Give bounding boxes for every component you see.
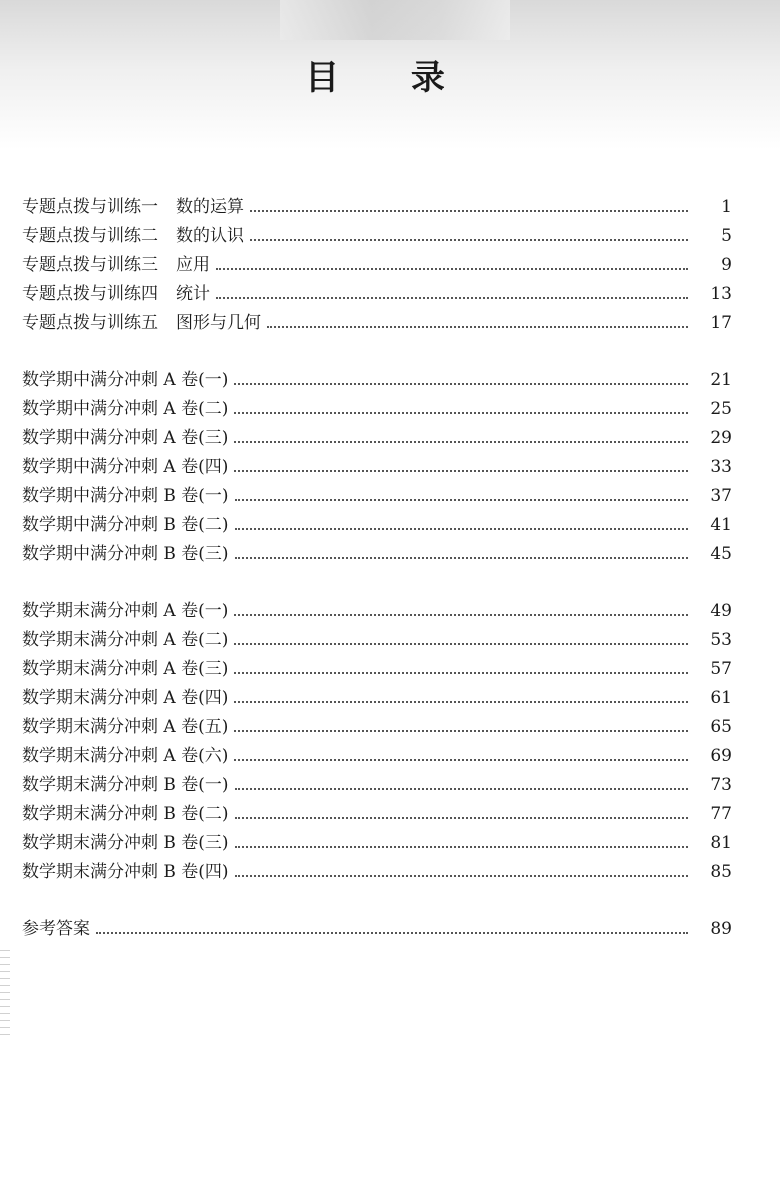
table-of-contents bbox=[22, 193, 732, 944]
toc-page-number: 29 bbox=[710, 428, 732, 448]
toc-page-number: 53 bbox=[710, 630, 732, 650]
toc-entry-subtitle: 图形与几何 bbox=[176, 313, 261, 333]
toc-entry-label: 数学期末满分冲刺 B 卷(四) bbox=[22, 862, 229, 882]
toc-entry-subtitle: 数的运算 bbox=[176, 197, 244, 217]
toc-entry[interactable] bbox=[22, 511, 732, 540]
toc-entry-subtitle: 数的认识 bbox=[176, 226, 244, 246]
toc-entry[interactable] bbox=[22, 742, 732, 771]
toc-entry-label: 数学期末满分冲刺 A 卷(三) bbox=[22, 659, 229, 679]
toc-leader-dots bbox=[96, 932, 688, 934]
toc-leader-dots bbox=[234, 383, 688, 385]
toc-leader-dots bbox=[235, 499, 688, 501]
toc-entry-label: 专题点拨与训练二 数的认识 bbox=[22, 226, 244, 246]
toc-entry-label: 数学期末满分冲刺 A 卷(五) bbox=[22, 717, 229, 737]
toc-leader-dots bbox=[234, 643, 688, 645]
scan-shadow-dark bbox=[280, 0, 510, 40]
toc-entry-label: 数学期中满分冲刺 A 卷(三) bbox=[22, 428, 229, 448]
toc-page-number: 5 bbox=[721, 226, 732, 246]
toc-entry-subtitle: 应用 bbox=[176, 255, 210, 275]
toc-entry[interactable] bbox=[22, 626, 732, 655]
toc-entry[interactable] bbox=[22, 858, 732, 887]
toc-page-number: 81 bbox=[710, 833, 732, 853]
toc-entry[interactable] bbox=[22, 453, 732, 482]
toc-leader-dots bbox=[216, 297, 688, 299]
toc-leader-dots bbox=[235, 788, 688, 790]
toc-leader-dots bbox=[234, 441, 688, 443]
toc-entry[interactable] bbox=[22, 540, 732, 569]
toc-leader-dots bbox=[234, 470, 688, 472]
toc-page-number: 13 bbox=[710, 284, 732, 304]
toc-entry-label: 数学期中满分冲刺 B 卷(二) bbox=[22, 515, 229, 535]
toc-leader-dots bbox=[235, 528, 688, 530]
toc-leader-dots bbox=[235, 846, 688, 848]
toc-entry-label: 数学期末满分冲刺 A 卷(二) bbox=[22, 630, 229, 650]
toc-page-number: 61 bbox=[710, 688, 732, 708]
toc-entry[interactable] bbox=[22, 800, 732, 829]
page-title: 目 录 bbox=[305, 58, 475, 98]
toc-leader-dots bbox=[234, 759, 688, 761]
toc-entry[interactable] bbox=[22, 597, 732, 626]
toc-page-number: 41 bbox=[710, 515, 732, 535]
toc-group-final bbox=[22, 597, 732, 887]
toc-leader-dots bbox=[235, 817, 688, 819]
toc-page-number: 37 bbox=[710, 486, 732, 506]
toc-entry-label: 数学期中满分冲刺 B 卷(三) bbox=[22, 544, 229, 564]
toc-entry[interactable] bbox=[22, 280, 732, 309]
toc-leader-dots bbox=[267, 326, 688, 328]
scan-edge-marks bbox=[0, 950, 10, 1040]
toc-leader-dots bbox=[234, 412, 688, 414]
toc-entry-label: 数学期中满分冲刺 A 卷(二) bbox=[22, 399, 229, 419]
toc-entry[interactable] bbox=[22, 655, 732, 684]
toc-entry-label: 数学期末满分冲刺 B 卷(二) bbox=[22, 804, 229, 824]
toc-page-number: 1 bbox=[721, 197, 732, 217]
toc-entry[interactable] bbox=[22, 395, 732, 424]
toc-leader-dots bbox=[234, 672, 688, 674]
toc-entry[interactable] bbox=[22, 684, 732, 713]
toc-page-number: 21 bbox=[710, 370, 732, 390]
toc-entry-label: 数学期末满分冲刺 A 卷(六) bbox=[22, 746, 229, 766]
toc-entry-label: 数学期末满分冲刺 B 卷(一) bbox=[22, 775, 229, 795]
toc-leader-dots bbox=[250, 210, 688, 212]
toc-leader-dots bbox=[234, 701, 688, 703]
toc-page-number: 73 bbox=[710, 775, 732, 795]
toc-entry[interactable] bbox=[22, 829, 732, 858]
toc-group-midterm bbox=[22, 366, 732, 569]
toc-entry-label: 数学期中满分冲刺 A 卷(四) bbox=[22, 457, 229, 477]
toc-entry-label: 数学期末满分冲刺 B 卷(三) bbox=[22, 833, 229, 853]
toc-leader-dots bbox=[234, 614, 688, 616]
toc-entry-label: 数学期末满分冲刺 A 卷(一) bbox=[22, 601, 229, 621]
toc-page-number: 33 bbox=[710, 457, 732, 477]
toc-page-number: 57 bbox=[710, 659, 732, 679]
toc-entry[interactable] bbox=[22, 713, 732, 742]
toc-page-number: 25 bbox=[710, 399, 732, 419]
toc-page-number: 85 bbox=[710, 862, 732, 882]
toc-page-number: 49 bbox=[710, 601, 732, 621]
toc-entry-label: 专题点拨与训练五 图形与几何 bbox=[22, 313, 261, 333]
toc-group-answers bbox=[22, 915, 732, 944]
toc-page-number: 69 bbox=[710, 746, 732, 766]
toc-entry[interactable] bbox=[22, 915, 732, 944]
toc-entry[interactable] bbox=[22, 222, 732, 251]
toc-entry[interactable] bbox=[22, 366, 732, 395]
toc-entry[interactable] bbox=[22, 771, 732, 800]
toc-entry-label: 专题点拨与训练三 应用 bbox=[22, 255, 210, 275]
toc-page-number: 17 bbox=[710, 313, 732, 333]
toc-entry-subtitle: 统计 bbox=[176, 284, 210, 304]
toc-entry-label: 数学期末满分冲刺 A 卷(四) bbox=[22, 688, 229, 708]
toc-entry-label: 专题点拨与训练四 统计 bbox=[22, 284, 210, 304]
toc-entry-label: 专题点拨与训练一 数的运算 bbox=[22, 197, 244, 217]
toc-entry-label: 参考答案 bbox=[22, 919, 90, 939]
toc-leader-dots bbox=[216, 268, 688, 270]
toc-page-number: 89 bbox=[710, 919, 732, 939]
toc-page-number: 77 bbox=[710, 804, 732, 824]
toc-group-topics bbox=[22, 193, 732, 338]
toc-entry-label: 数学期中满分冲刺 A 卷(一) bbox=[22, 370, 229, 390]
toc-leader-dots bbox=[234, 730, 688, 732]
toc-entry[interactable] bbox=[22, 482, 732, 511]
toc-entry-label: 数学期中满分冲刺 B 卷(一) bbox=[22, 486, 229, 506]
toc-page-number: 45 bbox=[710, 544, 732, 564]
toc-page-number: 65 bbox=[710, 717, 732, 737]
toc-entry[interactable] bbox=[22, 193, 732, 222]
toc-leader-dots bbox=[235, 557, 688, 559]
toc-entry[interactable] bbox=[22, 424, 732, 453]
toc-entry[interactable] bbox=[22, 309, 732, 338]
toc-entry[interactable] bbox=[22, 251, 732, 280]
toc-leader-dots bbox=[235, 875, 688, 877]
toc-page-number: 9 bbox=[721, 255, 732, 275]
toc-leader-dots bbox=[250, 239, 688, 241]
